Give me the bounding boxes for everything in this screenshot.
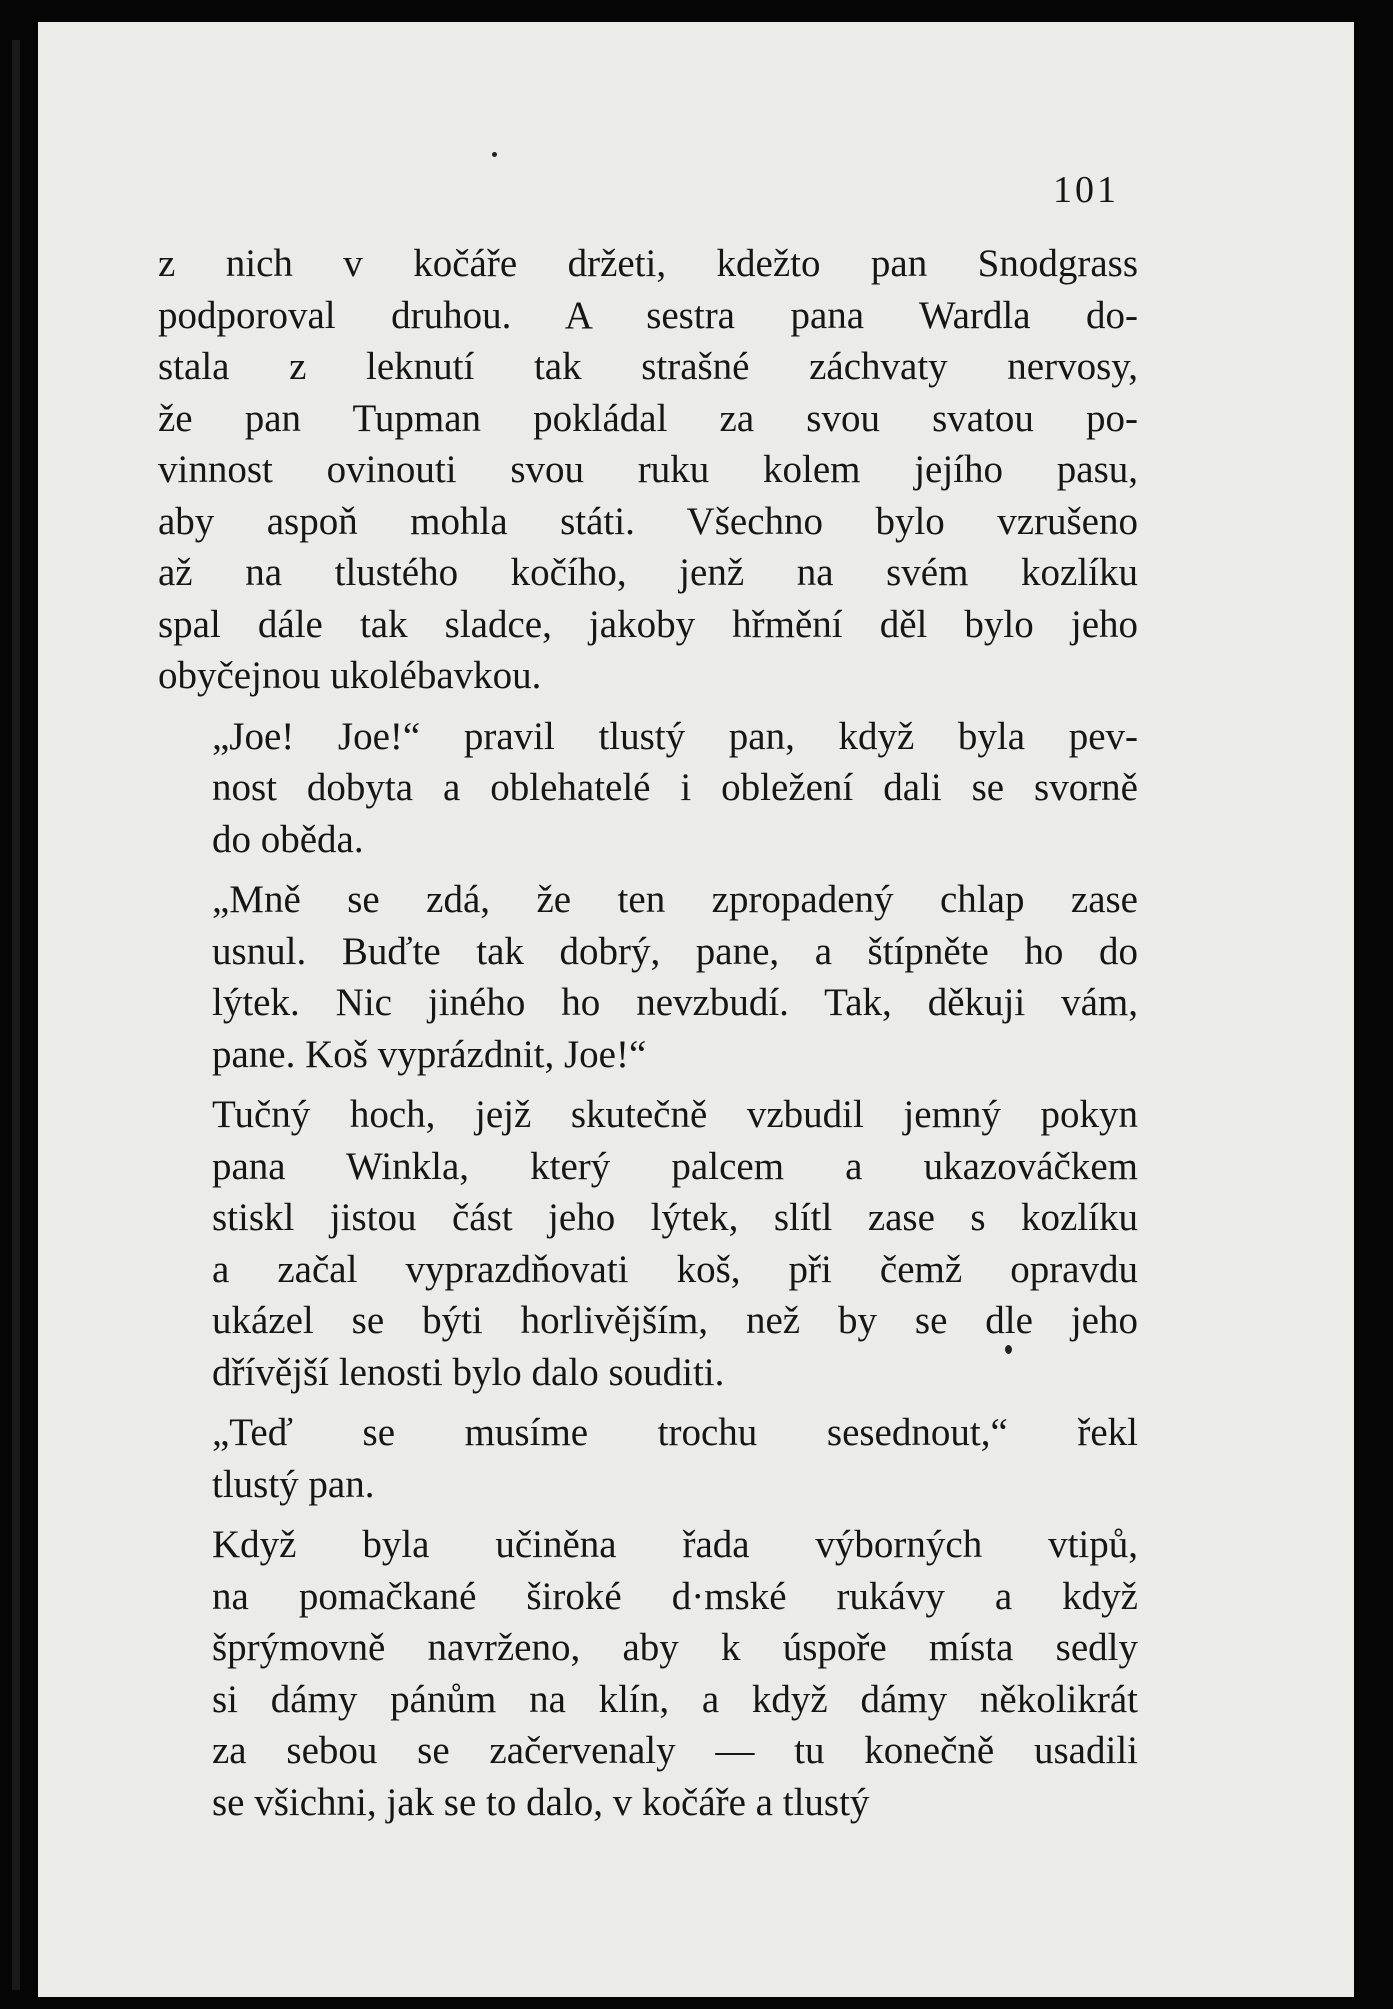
text-line: ukázel se býti horlivějším, než by se dle jeho [212,1299,1138,1342]
text-line: stiskl jistou část jeho lýtek, slítl zase s kozlíku [212,1196,1138,1239]
text-line: Tučný hoch, jejž skutečně vzbudil jemný pokyn [212,1093,1138,1136]
paragraph [158,1519,1138,1828]
text-line: dřívější lenosti bylo dalo souditi. [212,1350,725,1394]
text-line: se všichni, jak se to dalo, v kočáře a tlustý [212,1780,870,1824]
paragraph [158,874,1138,1080]
text-line: spal dále tak sladce, jakoby hřmění děl bylo jeho [158,602,1138,646]
text-line: stala z leknutí tak strašné záchvaty nervosy, [158,345,1138,388]
text-line: „Mně se zdá, že ten zpropadený chlap zase [212,878,1138,921]
text-line: nost dobyta a oblehatelé i obležení dali se svorně [212,766,1138,809]
text-line: šprýmovně navrženo, aby k úspoře místa sedly [212,1626,1138,1669]
text-line: lýtek. Nic jiného ho nevzbudí. Tak, děkuji vám, [212,981,1138,1024]
paragraph [158,711,1138,866]
text-line: „Teď se musíme trochu sesednout,“ řekl [212,1411,1138,1454]
text-line: na pomačkané široké d·mské rukávy a když [212,1574,1138,1618]
book-spine-edge [12,40,20,1990]
paragraph [158,238,1138,702]
text-line: „Joe! Joe!“ pravil tlustý pan, když byla pev- [212,714,1138,758]
text-body [158,238,1138,1837]
paragraph [158,1407,1138,1510]
ink-speck [1005,1345,1012,1354]
text-line: podporoval druhou. A sestra pana Wardla do- [158,293,1138,337]
text-line: pana Winkla, který palcem a ukazováčkem [212,1144,1138,1188]
text-line: za sebou se začervenaly — tu konečně usadili [212,1729,1138,1772]
text-line: pane. Koš vyprázdnit, Joe!“ [212,1032,647,1076]
text-line: si dámy pánům na klín, a když dámy několikrát [212,1677,1138,1721]
text-line: Když byla učiněna řada výborných vtipů, [212,1523,1138,1566]
text-line: až na tlustého kočího, jenž na svém kozlíku [158,551,1138,594]
text-line: usnul. Buďte tak dobrý, pane, a štípněte ho do [212,929,1138,973]
text-line: obyčejnou ukolébavkou. [158,654,542,697]
text-line: aby aspoň mohla státi. Všechno bylo vzrušeno [158,499,1138,543]
text-line: že pan Tupman pokládal za svou svatou po- [158,396,1138,440]
text-line: a začal vyprazdňovati koš, při čemž opravdu [212,1247,1138,1291]
text-line: do oběda. [212,817,364,861]
text-line: vinnost ovinouti svou ruku kolem jejího pasu, [158,448,1138,491]
text-line: tlustý pan. [212,1462,375,1506]
ink-speck [492,152,497,157]
text-line: z nich v kočáře držeti, kdežto pan Snodgrass [158,242,1138,285]
page-number: 101 [1053,169,1119,211]
paragraph [158,1089,1138,1398]
